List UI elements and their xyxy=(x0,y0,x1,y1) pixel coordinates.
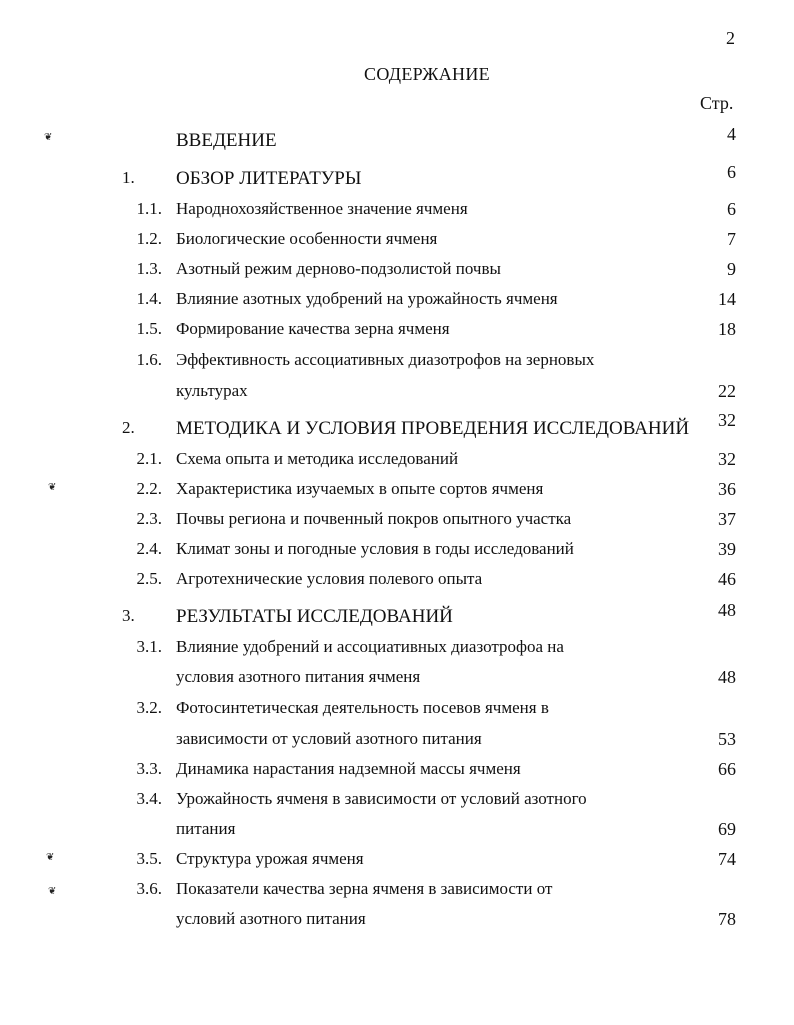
toc-entry-number: 3.3. xyxy=(136,759,162,778)
toc-entry-title: Народнохозяйственное значение ячменя xyxy=(176,199,468,218)
toc-entry-page-row xyxy=(0,289,794,315)
toc-entry-title-continuation: культурах xyxy=(176,381,248,400)
toc-entry-page-row xyxy=(0,162,794,188)
toc-entry-page: 39 xyxy=(718,539,736,559)
toc-entry-title: Почвы региона и почвенный покров опытного участка xyxy=(176,509,572,528)
toc-entry-page: 74 xyxy=(718,849,736,869)
toc-entry xyxy=(0,350,794,376)
toc-entry-number: 1.5. xyxy=(136,319,162,338)
toc-entry-title: Эффективность ассоциативных диазотрофов на зерновых xyxy=(176,350,595,369)
toc-entry-number: 3.1. xyxy=(136,637,162,656)
scan-mark-icon: ❦ xyxy=(48,886,57,897)
toc-entry-page: 6 xyxy=(727,199,736,219)
toc-entry-number: 3.6. xyxy=(136,879,162,898)
toc-entry-page-row xyxy=(0,759,794,785)
toc-entry-page: 32 xyxy=(718,410,736,430)
toc-entry-page: 14 xyxy=(718,289,736,309)
toc-entry-page-row xyxy=(0,449,794,475)
toc-entry-page-row xyxy=(0,199,794,225)
toc-entry-number: 1.4. xyxy=(136,289,162,308)
page-column-label: Стр. xyxy=(700,93,734,113)
toc-entry-page-row xyxy=(0,909,794,935)
toc-entry-number: 1.3. xyxy=(136,259,162,278)
toc-entry-page: 22 xyxy=(718,381,736,401)
toc-entry-number: 1. xyxy=(122,168,135,187)
toc-entry-number: 2.5. xyxy=(136,569,162,588)
toc-entry-page-row xyxy=(0,667,794,693)
toc-entry-number: 3.4. xyxy=(136,789,162,808)
toc-entry-page: 46 xyxy=(718,569,736,589)
toc-entry-number: 1.2. xyxy=(136,229,162,248)
toc-entry-title: МЕТОДИКА И УСЛОВИЯ ПРОВЕДЕНИЯ ИССЛЕДОВАНИЙ xyxy=(176,418,690,439)
toc-entry-page: 9 xyxy=(727,259,736,279)
toc-entry-page-row xyxy=(0,381,794,407)
toc-entry-title: Влияние азотных удобрений на урожайность ячменя xyxy=(176,289,558,308)
toc-entry-number: 1.6. xyxy=(136,350,162,369)
toc-entry-page-row xyxy=(0,569,794,595)
toc-entry-page-row xyxy=(0,259,794,285)
toc-entry-title: Динамика нарастания надземной массы ячменя xyxy=(176,759,521,778)
toc-entry-title: Биологические особенности ячменя xyxy=(176,229,438,248)
toc-entry-page: 48 xyxy=(718,600,736,620)
toc-entry-number: 3. xyxy=(122,606,135,625)
toc-entry-page-row xyxy=(0,124,794,150)
toc-entry-title-continuation: условий азотного питания xyxy=(176,909,366,928)
toc-entry-number: 2.2. xyxy=(136,479,162,498)
toc-entry-title-continuation: зависимости от условий азотного питания xyxy=(176,729,482,748)
toc-entry-page: 18 xyxy=(718,319,736,339)
toc-entry-page-row xyxy=(0,849,794,875)
toc-entry xyxy=(0,698,794,724)
toc-entry-number: 3.5. xyxy=(136,849,162,868)
toc-entry-number: 2.3. xyxy=(136,509,162,528)
toc-entry-title: ВВЕДЕНИЕ xyxy=(176,130,277,151)
toc-entry xyxy=(0,879,794,905)
toc-entry-title: Структура урожая ячменя xyxy=(176,849,364,868)
toc-entry-title: РЕЗУЛЬТАТЫ ИССЛЕДОВАНИЙ xyxy=(176,606,453,627)
page-title: СОДЕРЖАНИЕ xyxy=(364,64,490,84)
toc-entry xyxy=(0,637,794,663)
toc-entry-page: 48 xyxy=(718,667,736,687)
toc-entry-title-continuation: питания xyxy=(176,819,236,838)
toc-entry-page: 7 xyxy=(727,229,736,249)
toc-entry xyxy=(0,789,794,815)
toc-entry-title: Азотный режим дерново-подзолистой почвы xyxy=(176,259,501,278)
toc-entry-number: 2. xyxy=(122,418,135,437)
toc-entry-title: Урожайность ячменя в зависимости от условий азотного xyxy=(176,789,587,808)
toc-entry-title: Формирование качества зерна ячменя xyxy=(176,319,450,338)
toc-entry-page: 6 xyxy=(727,162,736,182)
toc-entry-title: ОБЗОР ЛИТЕРАТУРЫ xyxy=(176,168,362,189)
toc-entry-number: 2.4. xyxy=(136,539,162,558)
scan-mark-icon: ❦ xyxy=(48,482,57,493)
toc-entry-page-row xyxy=(0,229,794,255)
toc-entry-page-row xyxy=(0,729,794,755)
toc-entry-title: Влияние удобрений и ассоциативных диазотрофоа на xyxy=(176,637,564,656)
toc-entry-page-row xyxy=(0,319,794,345)
toc-entry-page: 53 xyxy=(718,729,736,749)
toc-entry-title-continuation: условия азотного питания ячменя xyxy=(176,667,421,686)
toc-entry-page: 78 xyxy=(718,909,736,929)
toc-entry-page-row xyxy=(0,509,794,535)
toc-entry-page: 37 xyxy=(718,509,736,529)
toc-entry-page-row xyxy=(0,600,794,626)
toc-entry-title: Агротехнические условия полевого опыта xyxy=(176,569,483,588)
toc-entry-title: Характеристика изучаемых в опыте сортов ячменя xyxy=(176,479,544,498)
toc-entry-number: 3.2. xyxy=(136,698,162,717)
scan-mark-icon: ❦ xyxy=(44,132,53,143)
toc-entry-title: Фотосинтетическая деятельность посевов ячменя в xyxy=(176,698,549,717)
toc-entry-page-row xyxy=(0,819,794,845)
toc-entry-page: 69 xyxy=(718,819,736,839)
toc-entry-page: 32 xyxy=(718,449,736,469)
toc-entry-title: Климат зоны и погодные условия в годы исследований xyxy=(176,539,574,558)
toc-entry-title: Схема опыта и методика исследований xyxy=(176,449,459,468)
toc-entry-page-row xyxy=(0,479,794,505)
toc-entry-number: 1.1. xyxy=(136,199,162,218)
toc-entry-page: 66 xyxy=(718,759,736,779)
toc-entry-page: 4 xyxy=(727,124,736,144)
toc-entry-page-row xyxy=(0,410,794,436)
toc-entry-title: Показатели качества зерна ячменя в зависимости от xyxy=(176,879,553,898)
page-number: 2 xyxy=(726,28,735,48)
toc-entry-page-row xyxy=(0,539,794,565)
toc-entry-number: 2.1. xyxy=(136,449,162,468)
scan-mark-icon: ❦ xyxy=(46,852,55,863)
toc-entry-page: 36 xyxy=(718,479,736,499)
